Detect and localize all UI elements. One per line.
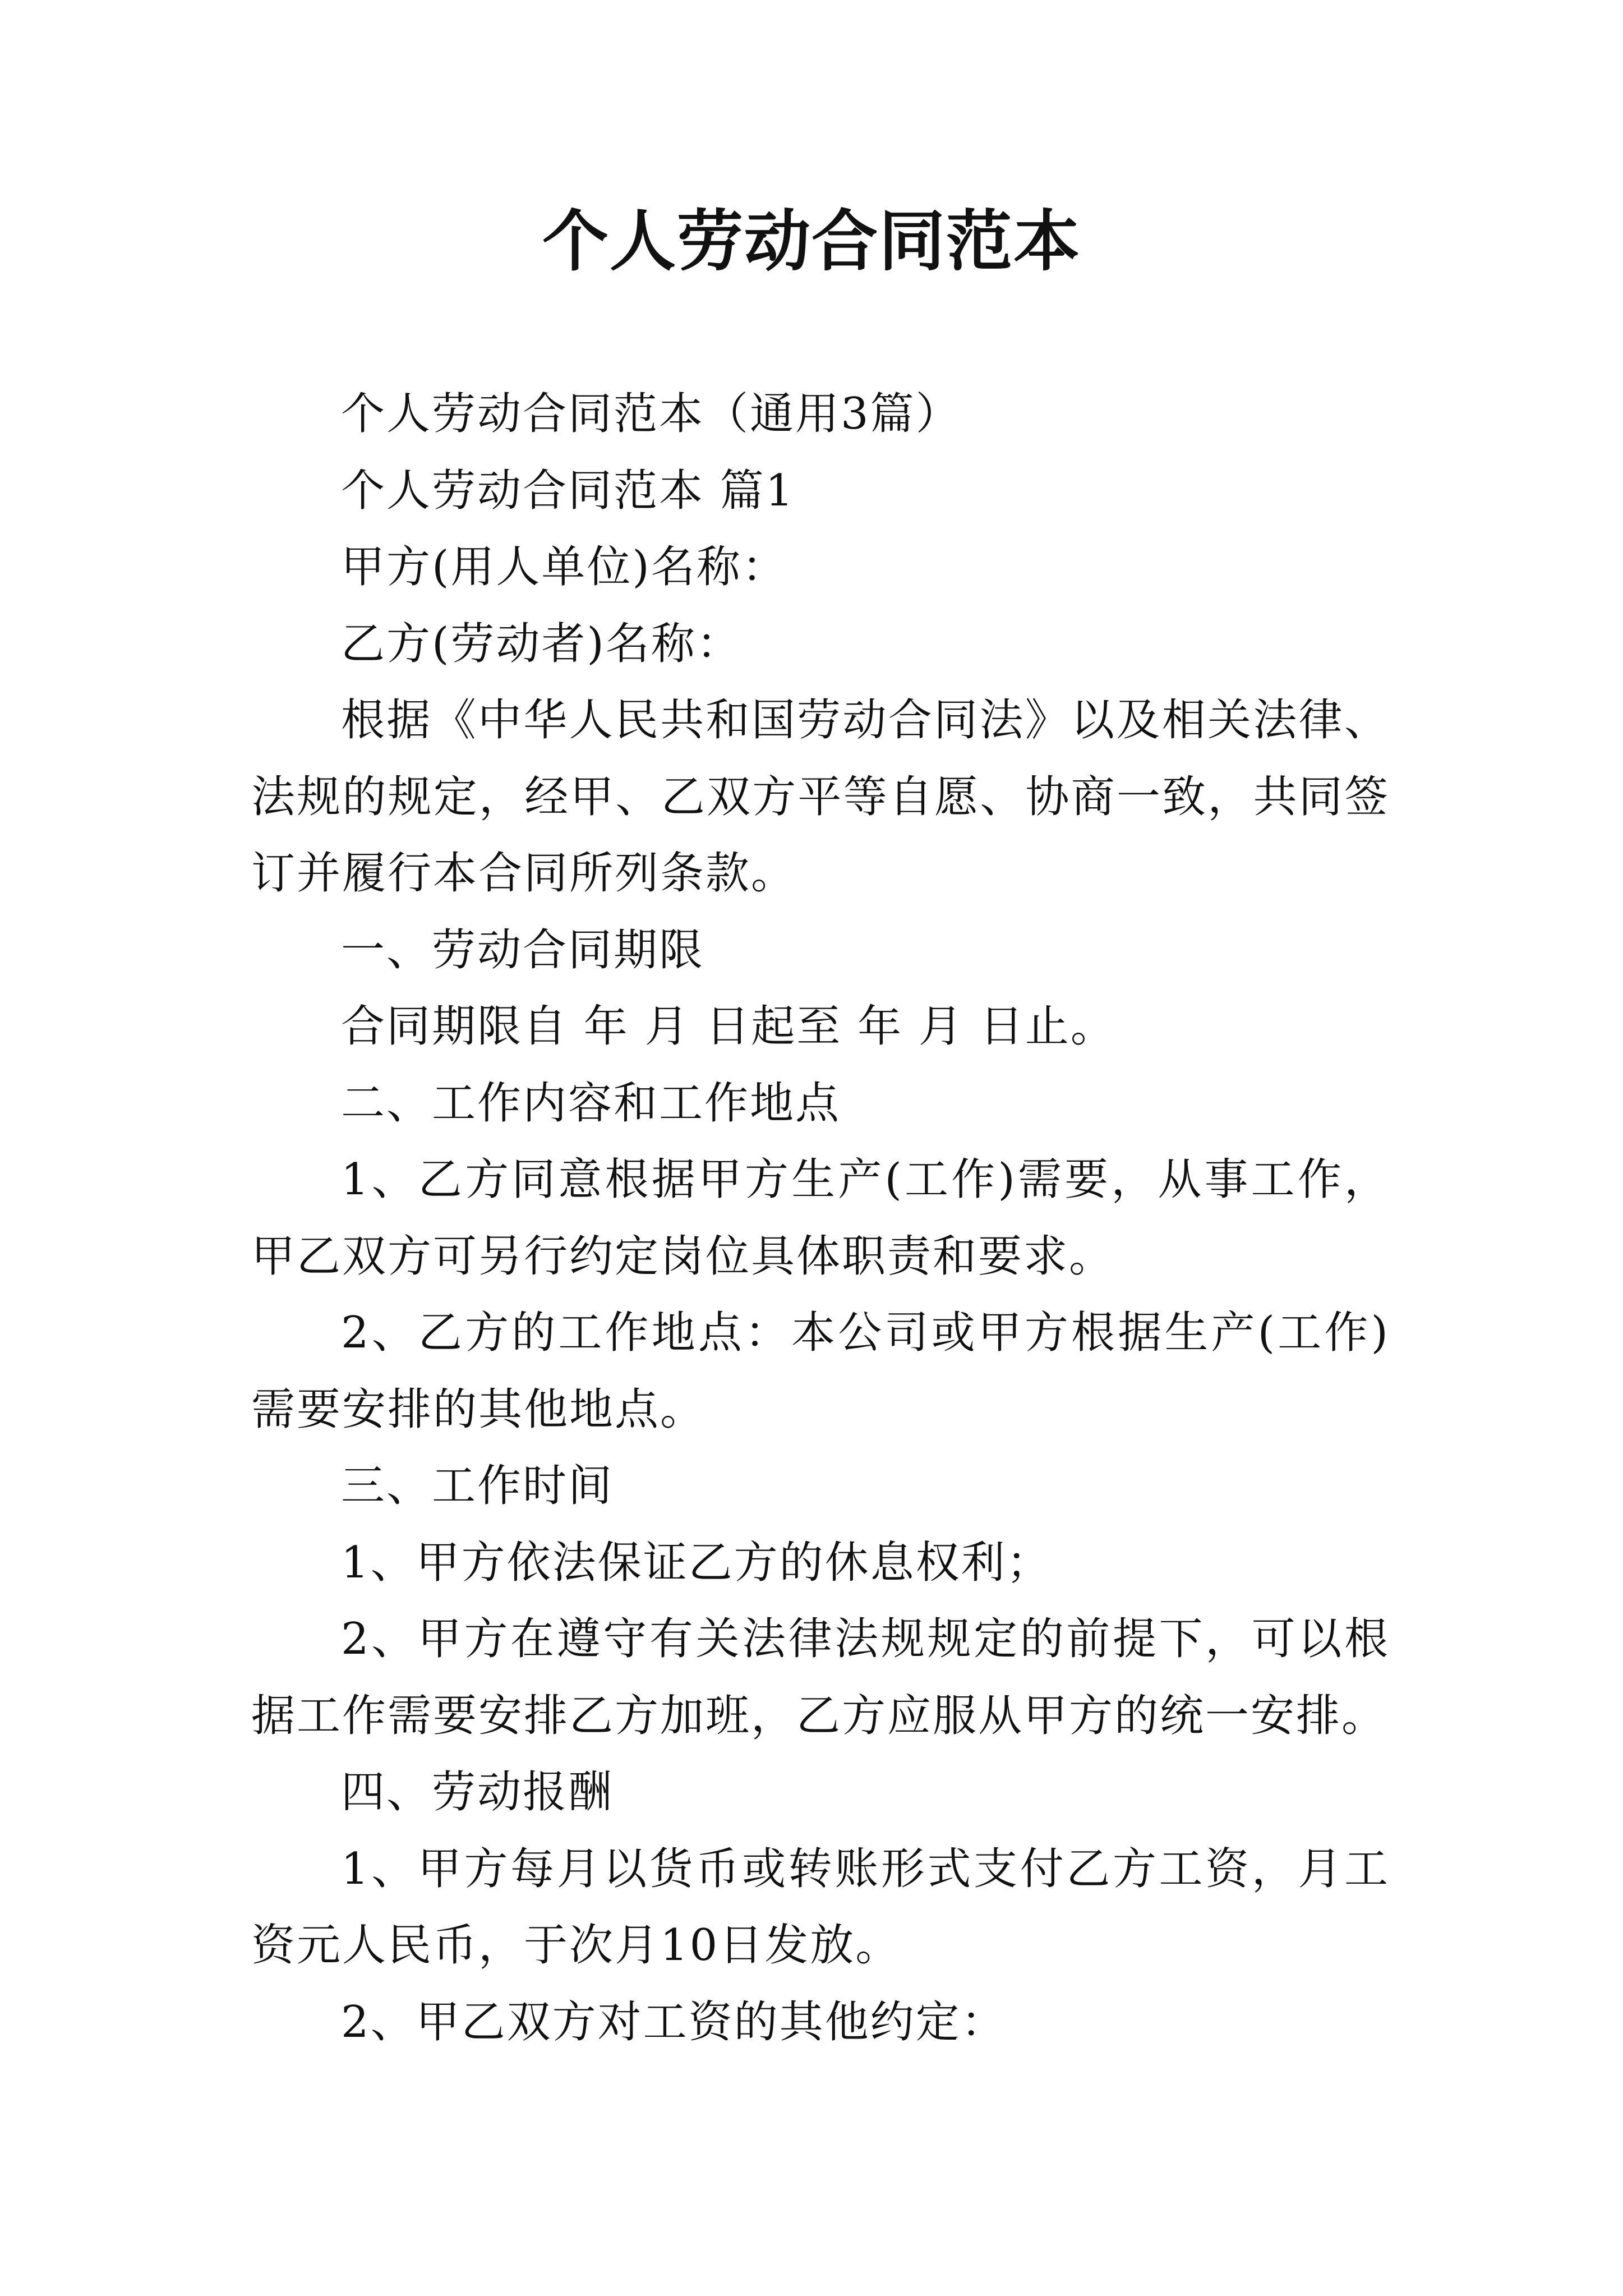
paragraph-work-1: 1、乙方同意根据甲方生产(工作)需要，从事工作，甲乙双方可另行约定岗位具体职责和要求。 bbox=[251, 1154, 1390, 1282]
paragraph-preamble: 根据《中华人民共和国劳动合同法》以及相关法律、法规的规定，经甲、乙双方平等自愿、协商一致，共同签订并履行本合同所列条款。 bbox=[251, 695, 1390, 899]
paragraph-heading-work: 二、工作内容和工作地点 bbox=[341, 1078, 841, 1129]
paragraph-hours-1: 1、甲方依法保证乙方的休息权利； bbox=[341, 1537, 1052, 1588]
paragraph-party-b: 乙方(劳动者)名称： bbox=[341, 618, 742, 669]
document-title: 个人劳动合同范本 bbox=[542, 202, 1081, 280]
paragraph-heading-hours: 三、工作时间 bbox=[341, 1461, 614, 1511]
paragraph-work-2: 2、乙方的工作地点：本公司或甲方根据生产(工作)需要安排的其他地点。 bbox=[251, 1308, 1390, 1435]
paragraph-pay-1: 1、甲方每月以货币或转账形式支付乙方工资，月工资元人民币，于次月10日发放。 bbox=[251, 1843, 1390, 1971]
paragraph-heading-term: 一、劳动合同期限 bbox=[341, 924, 705, 976]
paragraph-section-heading: 个人劳动合同范本 篇1 bbox=[341, 465, 795, 516]
paragraph-heading-pay: 四、劳动报酬 bbox=[341, 1767, 614, 1818]
paragraph-subtitle: 个人劳动合同范本（通用3篇） bbox=[341, 389, 961, 439]
paragraph-hours-2: 2、甲方在遵守有关法律法规规定的前提下，可以根据工作需要安排乙方加班，乙方应服从甲方的统一安排。 bbox=[251, 1614, 1390, 1741]
paragraph-term: 合同期限自 年 月 日起至 年 月 日止。 bbox=[341, 1001, 1116, 1052]
paragraph-party-a: 甲方(用人单位)名称： bbox=[341, 542, 787, 592]
document-body bbox=[251, 376, 1390, 2060]
paragraph-pay-2: 2、甲乙双方对工资的其他约定： bbox=[341, 1996, 1007, 2047]
